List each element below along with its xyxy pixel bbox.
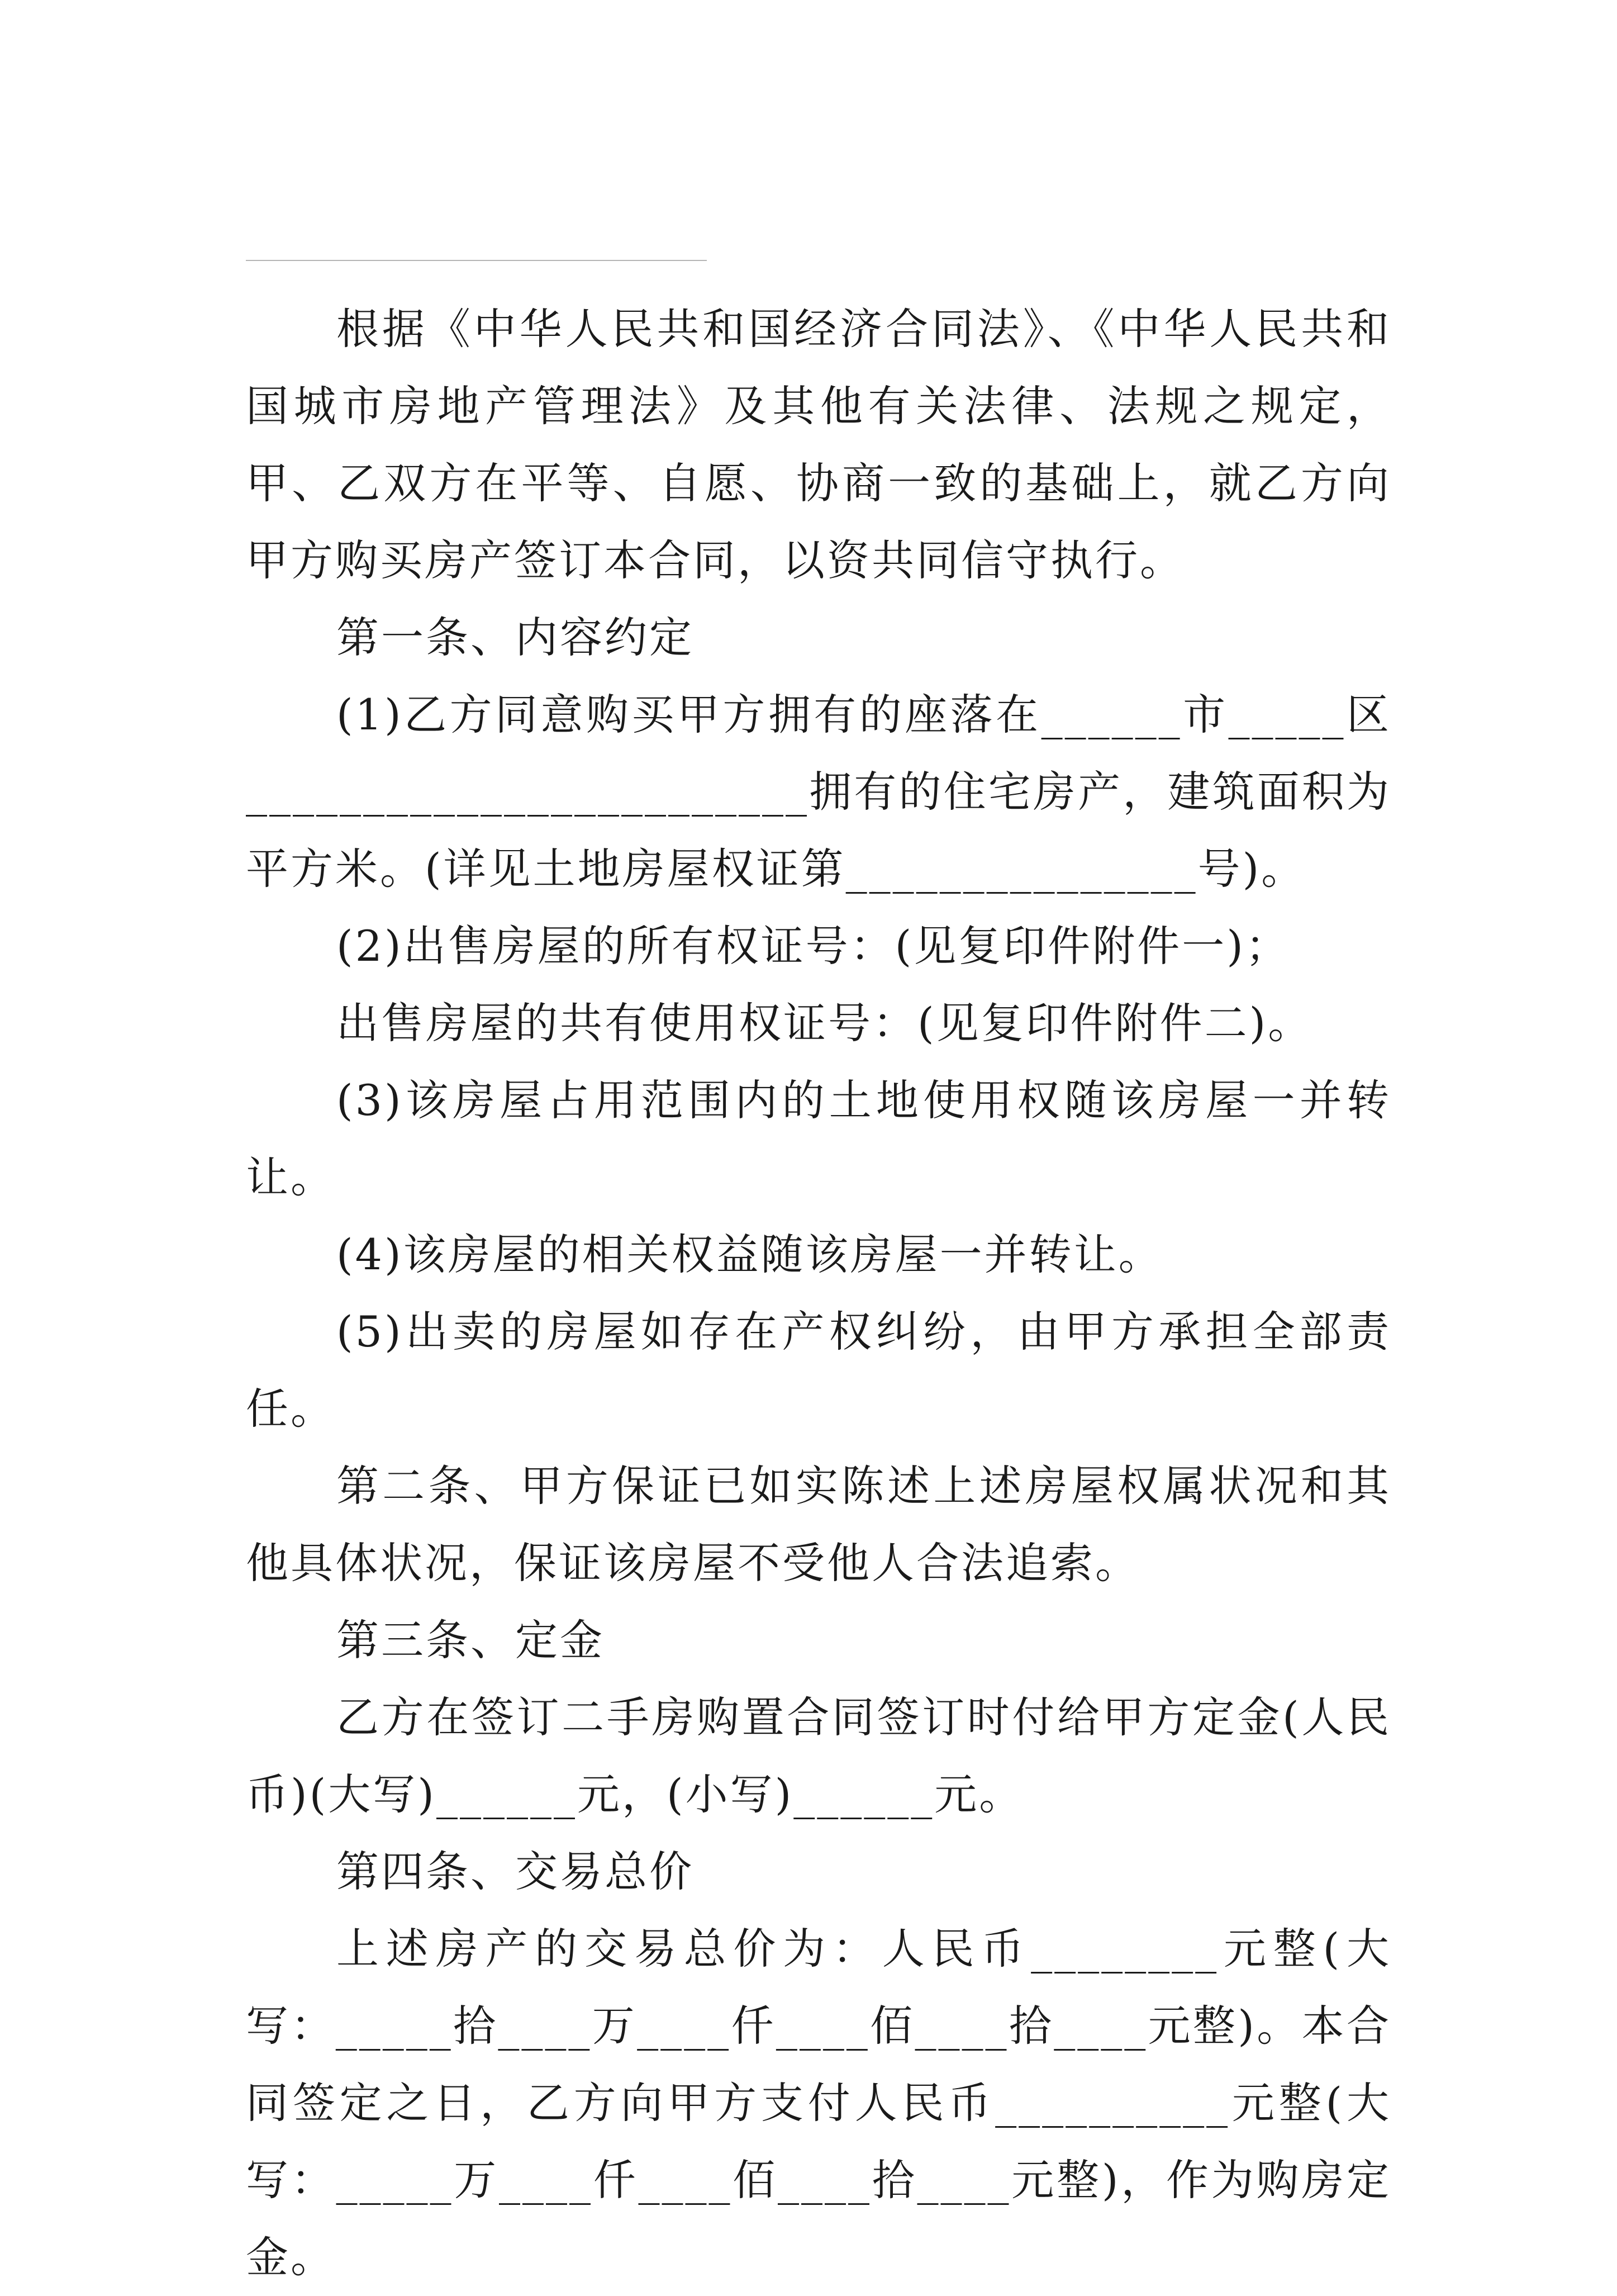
article-1-clause-1: (1)乙方同意购买甲方拥有的座落在______市_____区________________________拥有的住宅房产，建筑面积为平方米。(详见土地房屋权证第_______________号)。 xyxy=(246,690,1391,894)
article-1-clause-4: (4)该房屋的相关权益随该房屋一并转让。 xyxy=(336,1230,1163,1279)
article-1-clause-2-cont: 出售房屋的共有使用权证号：(见复印件附件二)。 xyxy=(336,998,1313,1048)
article-3-heading: 第三条、定金 xyxy=(336,1615,605,1665)
header-divider xyxy=(246,260,707,261)
contract-body xyxy=(246,291,1391,2296)
article-4-heading: 第四条、交易总价 xyxy=(336,1847,694,1896)
article-2-paragraph: 第二条、甲方保证已如实陈述上述房屋权属状况和其他具体状况，保证该房屋不受他人合法追索。 xyxy=(246,1461,1391,1588)
article-1-heading: 第一条、内容约定 xyxy=(336,613,694,662)
article-1-clause-3: (3)该房屋占用范围内的土地使用权随该房屋一并转让。 xyxy=(246,1075,1391,1202)
article-1-clause-5: (5)出卖的房屋如存在产权纠纷，由甲方承担全部责任。 xyxy=(246,1307,1391,1434)
article-4-paragraph: 上述房产的交易总价为：人民币________元整(大写：_____拾____万____仟____佰____拾____元整)。本合同签定之日，乙方向甲方支付人民币__________元整(大写：_____万____仟____佰____拾____元整)，作为购房定金。 xyxy=(246,1924,1391,2282)
intro-paragraph: 根据《中华人民共和国经济合同法》、《中华人民共和国城市房地产管理法》及其他有关法律、法规之规定，甲、乙双方在平等、自愿、协商一致的基础上，就乙方向甲方购买房产签订本合同，以资共同信守执行。 xyxy=(246,304,1391,585)
article-1-clause-2: (2)出售房屋的所有权证号：(见复印件附件一)； xyxy=(336,921,1290,971)
article-3-paragraph: 乙方在签订二手房购置合同签订时付给甲方定金(人民币)(大写)______元，(小写)______元。 xyxy=(246,1692,1391,1819)
